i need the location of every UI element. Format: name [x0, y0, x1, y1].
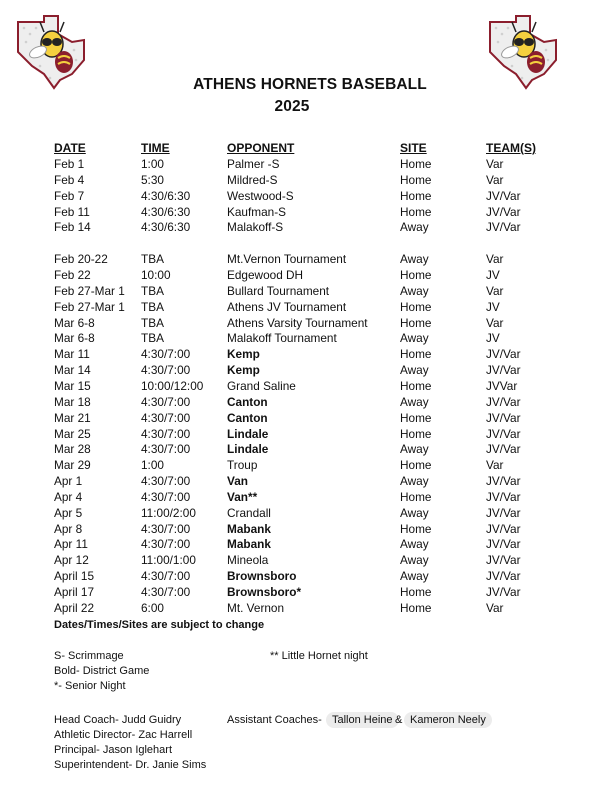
table-row	[0, 537, 604, 553]
game-opponent: Athens Varsity Tournament	[227, 315, 368, 330]
game-team: JVVar	[486, 378, 518, 393]
game-team: JV/Var	[486, 521, 521, 536]
game-team: JV/Var	[486, 394, 521, 409]
game-time: TBA	[141, 252, 164, 267]
game-date: Mar 29	[54, 458, 91, 473]
game-time: 4:30/7:00	[141, 426, 191, 441]
game-opponent: Lindale	[227, 442, 269, 457]
game-time: 4:30/7:00	[141, 363, 191, 378]
staff-superintendent: Superintendent- Dr. Janie Sims	[54, 759, 207, 771]
game-date: Feb 7	[54, 188, 85, 203]
game-site: Away	[400, 537, 429, 552]
game-time: 4:30/7:00	[141, 442, 191, 457]
game-time: TBA	[141, 283, 164, 298]
game-date: Mar 18	[54, 394, 91, 409]
game-team: JV/Var	[486, 474, 521, 489]
game-opponent: Mildred-S	[227, 172, 278, 187]
game-time: 4:30/7:00	[141, 474, 191, 489]
game-team: JV/Var	[486, 426, 521, 441]
game-team: JV/Var	[486, 188, 521, 203]
game-site: Home	[400, 458, 432, 473]
game-opponent: Kemp	[227, 363, 260, 378]
game-team: JV/Var	[486, 553, 521, 568]
game-time: 5:30	[141, 172, 164, 187]
game-team: JV/Var	[486, 204, 521, 219]
table-row	[0, 522, 604, 538]
game-site: Home	[400, 521, 432, 536]
game-date: April 15	[54, 569, 94, 584]
table-row	[0, 442, 604, 458]
game-team: JV	[486, 299, 500, 314]
game-opponent: Westwood-S	[227, 188, 294, 203]
game-opponent: Kaufman-S	[227, 204, 287, 219]
game-site: Home	[400, 584, 432, 599]
game-site: Away	[400, 474, 429, 489]
game-site: Away	[400, 252, 429, 267]
game-date: Mar 11	[54, 347, 90, 362]
game-team: JV/Var	[486, 220, 521, 235]
table-row	[0, 157, 604, 173]
game-site: Away	[400, 283, 429, 298]
game-date: Apr 4	[54, 489, 83, 504]
game-time: 4:30/7:00	[141, 410, 191, 425]
table-row	[0, 553, 604, 569]
game-team: Var	[486, 600, 504, 615]
game-time: 1:00	[141, 157, 164, 171]
game-time: 4:30/7:00	[141, 394, 191, 409]
staff-assistant-label: Assistant Coaches-	[227, 714, 322, 726]
table-row	[0, 173, 604, 189]
game-opponent: Mabank	[227, 537, 271, 552]
game-opponent: Brownsboro	[227, 569, 297, 584]
table-row	[0, 189, 604, 205]
game-team: JV/Var	[486, 537, 521, 552]
game-date: Mar 21	[54, 410, 91, 425]
game-team: Var	[486, 315, 504, 330]
game-opponent: Van**	[227, 489, 258, 504]
game-team: JV/Var	[486, 569, 521, 584]
change-notice: Dates/Times/Sites are subject to change	[54, 619, 265, 631]
game-opponent: Kemp	[227, 347, 260, 362]
game-date: Mar 14	[54, 363, 91, 378]
table-row	[0, 300, 604, 316]
game-time: 4:30/7:00	[141, 347, 191, 362]
game-time: 4:30/7:00	[141, 521, 191, 536]
game-team: Var	[486, 172, 504, 187]
table-row	[0, 205, 604, 221]
game-date: Feb 27-Mar 1	[54, 283, 125, 298]
staff-principal: Principal- Jason Iglehart	[54, 744, 173, 756]
column-header-teams: TEAM(S)	[486, 141, 536, 155]
game-time: 4:30/6:30	[141, 220, 191, 235]
game-team: Var	[486, 283, 504, 298]
table-row	[0, 220, 604, 236]
game-opponent: Malakoff Tournament	[227, 331, 337, 346]
game-time: 4:30/6:30	[141, 188, 191, 203]
staff-assistant-2	[404, 712, 492, 728]
table-row	[0, 316, 604, 332]
game-team: Var	[486, 157, 504, 171]
game-opponent: Canton	[227, 394, 268, 409]
game-opponent: Mt.Vernon Tournament	[227, 252, 347, 267]
column-header-site: SITE	[400, 141, 427, 155]
table-row	[0, 490, 604, 506]
game-team: Var	[486, 252, 504, 267]
game-date: Feb 11	[54, 204, 90, 219]
staff-head-coach: Head Coach- Judd Guidry	[54, 714, 182, 726]
game-site: Away	[400, 553, 429, 568]
table-row	[0, 347, 604, 363]
table-row	[0, 252, 604, 268]
game-team: JV/Var	[486, 505, 521, 520]
game-site: Away	[400, 442, 429, 457]
game-opponent: Grand Saline	[227, 378, 296, 393]
game-site: Home	[400, 157, 432, 171]
table-row	[0, 585, 604, 601]
game-time: 4:30/6:30	[141, 204, 191, 219]
game-date: Feb 1	[54, 157, 85, 171]
table-row	[0, 601, 604, 617]
game-date: Feb 27-Mar 1	[54, 299, 125, 314]
table-row	[0, 284, 604, 300]
table-row	[0, 363, 604, 379]
table-row	[0, 569, 604, 585]
column-header-time: TIME	[141, 141, 170, 155]
legend-little-hornet: ** Little Hornet night	[270, 650, 368, 662]
game-team: JV/Var	[486, 347, 521, 362]
game-time: TBA	[141, 331, 164, 346]
game-date: April 17	[54, 584, 94, 599]
assistant-chip: Kameron Neely	[404, 712, 492, 728]
game-date: Feb 22	[54, 268, 91, 283]
game-date: Apr 8	[54, 521, 83, 536]
page-year: 2025	[274, 98, 310, 115]
game-time: 6:00	[141, 600, 164, 615]
game-opponent: Mt. Vernon	[227, 600, 285, 615]
game-date: Apr 1	[54, 474, 83, 489]
game-opponent: Bullard Tournament	[227, 283, 330, 298]
game-time: 4:30/7:00	[141, 584, 191, 599]
game-team: JV/Var	[486, 363, 521, 378]
game-date: Mar 25	[54, 426, 91, 441]
game-opponent: Edgewood DH	[227, 268, 304, 283]
game-site: Home	[400, 378, 432, 393]
table-row	[0, 268, 604, 284]
game-time: 10:00	[141, 268, 171, 283]
game-opponent: Mineola	[227, 553, 269, 568]
game-opponent: Mabank	[227, 521, 271, 536]
game-opponent: Athens JV Tournament	[227, 299, 347, 314]
game-site: Home	[400, 489, 432, 504]
game-team: JV/Var	[486, 584, 521, 599]
game-team: JV/Var	[486, 410, 521, 425]
table-row	[0, 395, 604, 411]
game-time: 11:00/2:00	[141, 505, 196, 520]
game-opponent: Crandall	[227, 505, 271, 520]
game-team: JV/Var	[486, 442, 521, 457]
game-time: 10:00/12:00	[141, 378, 204, 393]
game-time: 4:30/7:00	[141, 569, 191, 584]
game-site: Home	[400, 172, 432, 187]
game-site: Home	[400, 204, 432, 219]
game-opponent: Brownsboro*	[227, 584, 302, 599]
game-team: JV	[486, 268, 500, 283]
game-site: Home	[400, 188, 432, 203]
game-opponent: Palmer -S	[227, 157, 280, 171]
table-row	[0, 458, 604, 474]
game-site: Home	[400, 410, 432, 425]
game-site: Away	[400, 220, 429, 235]
game-date: Apr 11	[54, 537, 88, 552]
game-time: TBA	[141, 299, 164, 314]
game-opponent: Van	[227, 474, 248, 489]
schedule-table	[0, 157, 604, 617]
page-title: ATHENS HORNETS BASEBALL	[193, 76, 427, 93]
game-date: Mar 28	[54, 442, 91, 457]
game-date: Apr 12	[54, 553, 89, 568]
game-time: TBA	[141, 315, 164, 330]
game-site: Away	[400, 363, 429, 378]
game-site: Away	[400, 394, 429, 409]
game-date: Feb 4	[54, 172, 85, 187]
game-site: Away	[400, 505, 429, 520]
game-date: Mar 6-8	[54, 331, 95, 346]
game-time: 4:30/7:00	[141, 489, 191, 504]
game-site: Home	[400, 600, 432, 615]
table-row	[0, 411, 604, 427]
table-row	[0, 506, 604, 522]
table-row	[0, 474, 604, 490]
staff-amp: &	[395, 714, 403, 726]
game-date: April 22	[54, 600, 94, 615]
legend-senior: *- Senior Night	[54, 680, 126, 692]
assistant-chip: Tallon Heine	[326, 712, 399, 728]
game-team: Var	[486, 458, 504, 473]
game-team: JV	[486, 331, 500, 346]
game-site: Home	[400, 268, 432, 283]
game-site: Away	[400, 569, 429, 584]
legend-district: Bold- District Game	[54, 665, 150, 677]
game-date: Feb 20-22	[54, 252, 108, 267]
game-site: Home	[400, 299, 432, 314]
game-opponent: Lindale	[227, 426, 269, 441]
game-opponent: Canton	[227, 410, 268, 425]
table-row	[0, 379, 604, 395]
game-date: Apr 5	[54, 505, 83, 520]
game-opponent: Malakoff-S	[227, 220, 284, 235]
column-header-date: DATE	[54, 141, 86, 155]
game-site: Home	[400, 426, 432, 441]
game-site: Away	[400, 331, 429, 346]
table-row	[0, 331, 604, 347]
game-date: Mar 6-8	[54, 315, 95, 330]
table-row	[0, 427, 604, 443]
game-team: JV/Var	[486, 489, 521, 504]
game-time: 11:00/1:00	[141, 553, 196, 568]
staff-assistant-1	[326, 712, 399, 728]
column-header-opponent: OPPONENT	[227, 141, 295, 155]
game-opponent: Troup	[227, 458, 258, 473]
game-date: Mar 15	[54, 378, 91, 393]
game-site: Home	[400, 347, 432, 362]
game-time: 4:30/7:00	[141, 537, 191, 552]
staff-athletic-director: Athletic Director- Zac Harrell	[54, 729, 193, 741]
legend-scrimmage: S- Scrimmage	[54, 650, 124, 662]
game-time: 1:00	[141, 458, 164, 473]
game-date: Feb 14	[54, 220, 91, 235]
game-site: Home	[400, 315, 432, 330]
